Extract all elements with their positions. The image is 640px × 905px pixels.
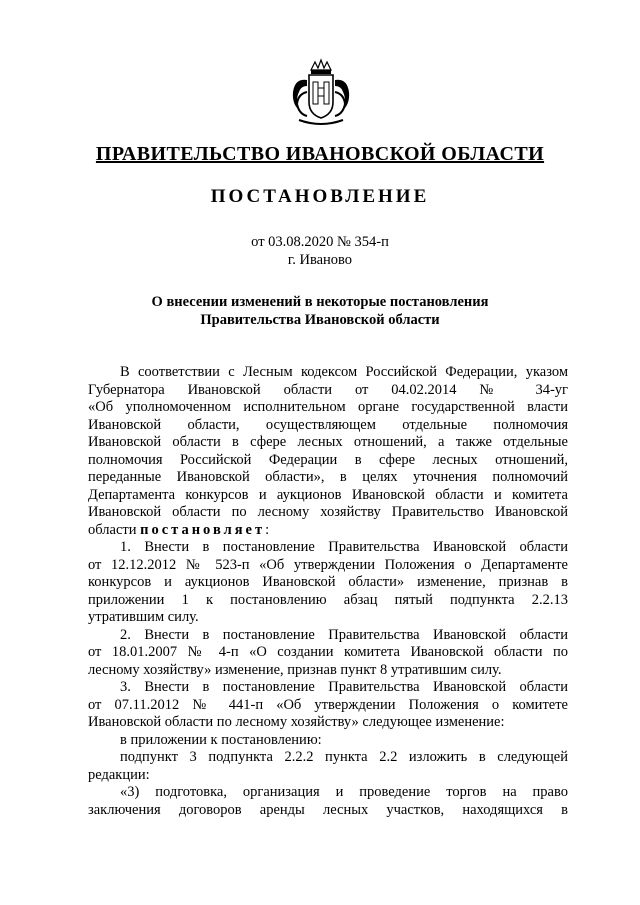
body-line: от 07.11.2012 № 441-п «Об утверждении Положения о комитете [88,696,568,713]
body-line: Ивановской области в сфере лесных отношений, а также отдельные [88,434,568,450]
body-line: утратившим силу. [88,609,199,625]
body-line: 2. Внести в постановление Правительства Ивановской области [120,626,568,643]
subject-line-1: О внесении изменений в некоторые постановления [151,294,489,310]
document-subject [0,293,640,329]
body-line: Ивановской области по лесному хозяйству Правительство Ивановской [88,504,568,520]
body-line: Губернатора Ивановской области от 04.02.2014 № 34-уг [88,381,568,398]
body-text: области [88,521,141,538]
body-line [88,522,568,540]
subject-line-2: Правительства Ивановской области [200,312,440,328]
body-line: Департамента конкурсов и аукционов Ивановской области и комитета [88,486,568,503]
body-text: : [265,521,270,538]
date-number: от 03.08.2020 № 354-п [251,234,389,250]
body-line: лесному хозяйству» изменение, признав пункт 8 утратившим силу. [88,661,502,678]
document-meta [0,233,640,269]
coat-of-arms-icon [285,58,357,130]
document-type: ПОСТАНОВЛЕНИЕ [210,186,430,207]
body-line: переданные Ивановской области», в целях уточнения полномочий [88,469,568,485]
body-line: В соответствии с Лесным кодексом Российской Федерации, указом [120,364,568,380]
body-line: 1. Внести в постановление Правительства Ивановской области [120,539,568,555]
body-line: «3) подготовка, организация и проведение торгов на право [120,784,568,800]
city: г. Иваново [287,252,353,268]
body-line: подпункт 3 подпункта 2.2.2 пункта 2.2 изложить в следующей [120,749,568,765]
resolves-word: постановляет [140,521,266,538]
body-line: от 12.12.2012 № 523-п «Об утверждении Положения о Департаменте [88,556,568,573]
document-body [88,364,568,819]
body-line: «Об уполномоченном исполнительном органе государственной власти [88,399,568,415]
body-line: в приложении к постановлению: [120,731,322,748]
body-line: от 18.01.2007 № 4-п «О создании комитета Ивановской области по [88,644,568,660]
body-line: 3. Внести в постановление Правительства Ивановской области [120,679,568,695]
body-line: полномочия Российской Федерации в сфере лесных отношений, [88,451,568,468]
body-line: редакции: [88,766,150,783]
body-line: приложении 1 к постановлению абзац пятый подпункта 2.2.13 [88,591,568,608]
organization-title: ПРАВИТЕЛЬСТВО ИВАНОВСКОЙ ОБЛАСТИ [95,143,545,165]
body-line: конкурсов и аукционов Ивановской области» изменение, признав в [88,574,568,590]
body-line: Ивановской области, осуществляющем отдельные полномочия [88,416,568,433]
body-line: заключения договоров аренды лесных участков, находящихся в [88,801,568,818]
body-line: Ивановской области по лесному хозяйству» следующее изменение: [88,714,505,730]
